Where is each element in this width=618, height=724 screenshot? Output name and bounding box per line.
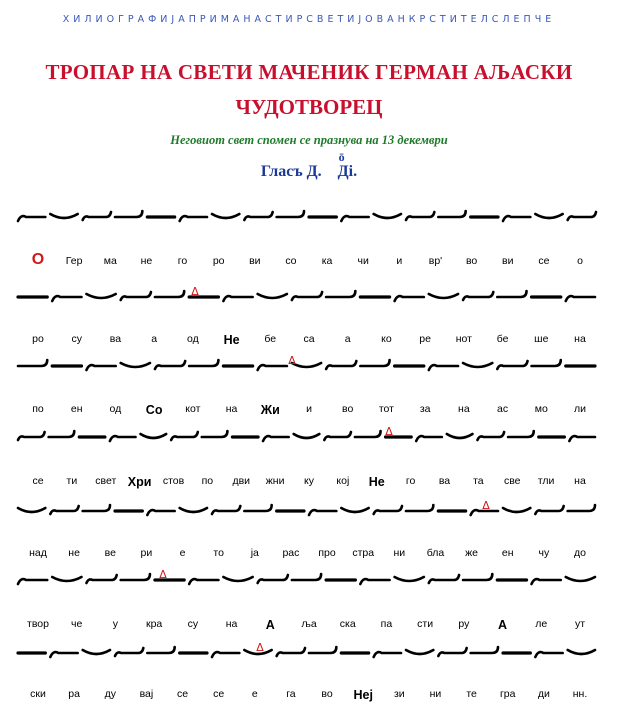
neume-mark bbox=[416, 436, 442, 441]
syllable: вр' bbox=[428, 255, 443, 267]
neume-mark bbox=[341, 508, 368, 512]
syllable: кој bbox=[336, 475, 350, 487]
syllable: по bbox=[201, 475, 214, 487]
neume-mark bbox=[52, 577, 81, 581]
syllable: ен bbox=[70, 403, 83, 415]
syllable: ен bbox=[501, 547, 514, 559]
syllable: чи bbox=[357, 255, 369, 267]
neume-mark bbox=[326, 361, 356, 369]
neume-mark bbox=[83, 212, 111, 220]
syllable: ут bbox=[574, 618, 586, 630]
syllable: ас bbox=[497, 403, 509, 415]
syllable: а bbox=[344, 333, 351, 345]
neume-mark bbox=[463, 363, 492, 367]
syllable: стов bbox=[162, 475, 185, 487]
syllable: ве bbox=[104, 547, 116, 559]
syllable: на bbox=[225, 618, 238, 630]
neume-mark bbox=[18, 508, 45, 512]
syllable: гра bbox=[499, 688, 516, 700]
syllable: Неј bbox=[353, 688, 373, 702]
syllable: се bbox=[32, 475, 44, 487]
syllable: ти bbox=[66, 475, 78, 487]
syllable: ка bbox=[321, 255, 333, 267]
syllable: на bbox=[225, 403, 238, 415]
neume-row bbox=[18, 285, 595, 301]
neume-mark bbox=[294, 434, 320, 438]
syllable: су bbox=[187, 618, 199, 630]
neume-mark bbox=[395, 296, 424, 301]
syllable: од bbox=[186, 333, 199, 345]
syllable: бла bbox=[426, 547, 445, 559]
syllable: нн. bbox=[572, 688, 588, 700]
syllable: ли bbox=[574, 403, 586, 415]
syllable: во bbox=[342, 403, 354, 415]
red-accidental-icon: Δ bbox=[256, 641, 264, 654]
neume-row bbox=[18, 425, 595, 441]
neume-mark bbox=[121, 363, 150, 367]
syllable: кот bbox=[185, 403, 201, 415]
score-line bbox=[0, 333, 618, 353]
red-accidental-icon: Δ bbox=[385, 425, 393, 438]
syllable: во bbox=[465, 255, 478, 267]
syllable: су bbox=[71, 333, 82, 345]
neume-mark bbox=[535, 506, 563, 514]
syllable: Гер bbox=[65, 255, 83, 267]
neume-mark bbox=[110, 436, 136, 441]
neume-mark bbox=[258, 575, 288, 583]
neume-mark bbox=[50, 506, 78, 514]
neume-mark bbox=[360, 360, 389, 366]
syllable: Жи bbox=[260, 403, 280, 417]
syllable: Не bbox=[223, 333, 240, 347]
syllable: те bbox=[466, 688, 477, 700]
neume-mark bbox=[535, 652, 562, 657]
syllable: е bbox=[179, 547, 186, 559]
syllable: чу bbox=[538, 547, 550, 559]
neume-mark bbox=[244, 212, 272, 220]
syllable: нот bbox=[455, 333, 472, 345]
syllable: о bbox=[577, 255, 583, 267]
neume-mark bbox=[324, 432, 351, 440]
syllable: мо bbox=[534, 403, 548, 415]
syllable: на bbox=[574, 333, 586, 345]
syllable: же bbox=[465, 547, 479, 559]
neume-mark bbox=[83, 650, 110, 654]
neume-mark bbox=[569, 436, 595, 441]
syllable: по bbox=[32, 403, 44, 415]
neume-mark bbox=[503, 216, 530, 221]
syllable: за bbox=[419, 403, 431, 415]
neume-mark bbox=[447, 434, 473, 438]
syllable: ку bbox=[304, 475, 314, 487]
syllable: ви bbox=[249, 255, 261, 267]
neume-mark bbox=[147, 647, 174, 653]
syllable: Не bbox=[368, 475, 385, 489]
neume-row bbox=[18, 354, 595, 370]
neume-mark bbox=[18, 432, 45, 440]
syllable: Хри bbox=[127, 475, 152, 489]
neume-mark bbox=[86, 575, 116, 583]
syllable: са bbox=[303, 333, 315, 345]
neume-mark bbox=[532, 579, 561, 584]
syllable: О bbox=[31, 251, 45, 268]
neume-mark bbox=[438, 648, 466, 656]
neume-mark bbox=[326, 291, 355, 297]
neume-row bbox=[18, 499, 595, 515]
syllable: про bbox=[318, 547, 336, 559]
neume-mark bbox=[155, 361, 185, 369]
neume-mark bbox=[50, 652, 77, 657]
syllable: ва bbox=[438, 475, 451, 487]
syllable: дви bbox=[232, 475, 251, 487]
neume-mark bbox=[18, 216, 45, 221]
neume-mark bbox=[115, 211, 142, 217]
syllable: не bbox=[68, 547, 80, 559]
syllable: бе bbox=[496, 333, 509, 345]
neume-mark bbox=[18, 360, 47, 366]
neume-mark bbox=[463, 292, 493, 300]
syllable: бе bbox=[264, 333, 277, 345]
monastery-banner: ХИЛИОГРАФИЈАПРИМАНАСТИРСВЕТИЈОВАНКРСТИТЕЛСЛЕПЧЕ bbox=[62, 14, 556, 25]
syllable: га bbox=[286, 688, 296, 700]
syllable: ва bbox=[109, 333, 122, 345]
syllable: е bbox=[251, 688, 258, 700]
syllable: се bbox=[538, 255, 550, 267]
syllable: и bbox=[306, 403, 312, 415]
neume-mark bbox=[471, 647, 498, 653]
neume-mark bbox=[535, 214, 562, 218]
syllable: па bbox=[380, 618, 393, 630]
syllable: то bbox=[213, 547, 224, 559]
syllable: ро bbox=[212, 255, 225, 267]
neume-mark bbox=[532, 360, 561, 366]
syllable: ска bbox=[339, 618, 356, 630]
neume-mark bbox=[244, 505, 271, 511]
red-accidental-icon: Δ bbox=[191, 285, 199, 298]
neume-mark bbox=[406, 505, 433, 511]
syllable: ја bbox=[250, 547, 259, 559]
syllable: зи bbox=[393, 688, 405, 700]
syllable: рас bbox=[282, 547, 300, 559]
syllable: А bbox=[265, 618, 275, 632]
neume-mark bbox=[355, 431, 381, 437]
neume-mark bbox=[180, 508, 207, 512]
neume-mark bbox=[374, 506, 402, 514]
neume-mark bbox=[189, 579, 218, 584]
syllable: не bbox=[140, 255, 153, 267]
neume-mark bbox=[147, 510, 174, 515]
syllable: твор bbox=[27, 618, 49, 630]
syllable: го bbox=[177, 255, 188, 267]
tone-label: Гласъ bbox=[260, 163, 303, 180]
syllable: све bbox=[503, 475, 521, 487]
neume-mark bbox=[438, 211, 465, 217]
syllable: Со bbox=[145, 403, 163, 417]
neume-mark bbox=[277, 211, 304, 217]
neume-mark bbox=[395, 577, 424, 581]
tone-ison-mark-icon: ō bbox=[338, 150, 345, 164]
syllable: до bbox=[574, 547, 586, 559]
syllable: у bbox=[112, 618, 119, 630]
title-line-2: ЧУДОТВОРЕЦ bbox=[235, 95, 383, 119]
syllable: ру bbox=[458, 618, 470, 630]
syllable: ри bbox=[140, 547, 153, 559]
neume-row bbox=[18, 568, 595, 584]
syllable: ви bbox=[501, 255, 514, 267]
neume-mark bbox=[406, 650, 433, 654]
syllable: тли bbox=[537, 475, 555, 487]
syllable: на bbox=[574, 475, 586, 487]
red-accidental-icon: Δ bbox=[288, 354, 296, 367]
neume-mark bbox=[52, 296, 81, 301]
neume-mark bbox=[497, 291, 526, 297]
syllable: во bbox=[321, 688, 333, 700]
neume-mark bbox=[223, 577, 252, 581]
neume-mark bbox=[121, 292, 151, 300]
neume-mark bbox=[189, 360, 218, 366]
syllable: се bbox=[176, 688, 189, 700]
neume-mark bbox=[258, 365, 287, 370]
neume-row bbox=[18, 211, 596, 221]
syllable: го bbox=[405, 475, 416, 487]
neume-mark bbox=[309, 647, 336, 653]
syllable: се bbox=[213, 688, 225, 700]
neume-mark bbox=[83, 505, 110, 511]
score-line bbox=[0, 688, 618, 708]
neume-mark bbox=[292, 363, 321, 367]
syllable: стра bbox=[352, 547, 375, 559]
neume-mark bbox=[18, 579, 47, 584]
neume-mark bbox=[374, 652, 401, 657]
syllable: ду bbox=[104, 688, 116, 700]
syllable: тот bbox=[378, 403, 394, 415]
neume-mark bbox=[406, 212, 434, 220]
neume-mark bbox=[212, 506, 240, 514]
neume-mark bbox=[566, 296, 595, 301]
score-line bbox=[0, 475, 618, 495]
neume-mark bbox=[212, 214, 239, 218]
neume-mark bbox=[86, 294, 115, 298]
neume-mark bbox=[463, 574, 492, 580]
score-line bbox=[0, 547, 618, 567]
red-accidental-icon: Δ bbox=[482, 499, 490, 512]
tone-numeral: Д. bbox=[306, 163, 322, 180]
neume-mark bbox=[202, 431, 228, 437]
syllable: ре bbox=[419, 333, 431, 345]
syllable: та bbox=[473, 475, 484, 487]
title-line-1: ТРОПАР НА СВЕТИ МАЧЕНИК ГЕРМАН АЉАСКИ bbox=[45, 60, 573, 84]
neume-mark bbox=[121, 574, 150, 580]
neume-mark bbox=[115, 648, 143, 656]
neume-mark bbox=[566, 577, 595, 581]
neume-mark bbox=[568, 650, 595, 654]
syllable: од bbox=[109, 403, 122, 415]
syllable: ра bbox=[68, 688, 80, 700]
neume-mark bbox=[50, 214, 77, 218]
neume-mark bbox=[277, 648, 305, 656]
neume-mark bbox=[263, 436, 289, 441]
neume-mark bbox=[341, 216, 368, 221]
feast-date-subtitle: Неговиот свет спомен се празнува на 13 декември bbox=[170, 133, 448, 147]
neume-mark bbox=[180, 216, 207, 221]
syllable: ни bbox=[429, 688, 442, 700]
syllable: ски bbox=[30, 688, 46, 700]
neume-mark bbox=[497, 361, 527, 369]
syllable: ља bbox=[301, 618, 317, 630]
syllable: ро bbox=[32, 333, 44, 345]
neume-mark bbox=[258, 294, 287, 298]
syllable: над bbox=[29, 547, 47, 559]
neume-mark bbox=[212, 652, 239, 657]
syllable: сти bbox=[417, 618, 434, 630]
neume-mark bbox=[429, 365, 458, 370]
score-line bbox=[0, 403, 618, 423]
neume-mark bbox=[429, 575, 459, 583]
syllable: жни bbox=[265, 475, 285, 487]
neume-mark bbox=[223, 296, 252, 301]
syllable: свет bbox=[95, 475, 117, 487]
neume-mark bbox=[86, 365, 115, 370]
syllable: ма bbox=[103, 255, 117, 267]
neume-mark bbox=[429, 294, 458, 298]
syllable: кра bbox=[146, 618, 163, 630]
neume-mark bbox=[503, 508, 530, 512]
syllable: вај bbox=[139, 688, 154, 700]
syllable: ше bbox=[534, 333, 549, 345]
neume-mark bbox=[141, 434, 167, 438]
syllable: А bbox=[498, 618, 508, 632]
neume-mark bbox=[508, 431, 534, 437]
syllable: на bbox=[458, 403, 470, 415]
syllable: че bbox=[71, 618, 83, 630]
neume-mark bbox=[568, 212, 596, 220]
neume-mark bbox=[374, 214, 401, 218]
neume-row bbox=[18, 641, 595, 657]
syllable: ко bbox=[381, 333, 392, 345]
neume-mark bbox=[477, 432, 504, 440]
neume-mark bbox=[360, 579, 389, 584]
tone-extra-label: Ді. bbox=[337, 163, 358, 180]
red-accidental-icon: Δ bbox=[159, 568, 167, 581]
neume-mark bbox=[171, 432, 198, 440]
neume-mark bbox=[292, 574, 321, 580]
syllable: со bbox=[285, 255, 297, 267]
neume-mark bbox=[155, 291, 184, 297]
score-line bbox=[0, 251, 618, 275]
neume-mark bbox=[568, 505, 595, 511]
neume-mark bbox=[292, 292, 322, 300]
syllable: ле bbox=[535, 618, 548, 630]
syllable: а bbox=[151, 333, 158, 345]
syllable: ни bbox=[393, 547, 406, 559]
neume-mark bbox=[49, 431, 75, 437]
neume-mark bbox=[309, 510, 336, 515]
syllable: и bbox=[396, 255, 403, 267]
score-line bbox=[0, 618, 618, 638]
syllable: ди bbox=[537, 688, 550, 700]
